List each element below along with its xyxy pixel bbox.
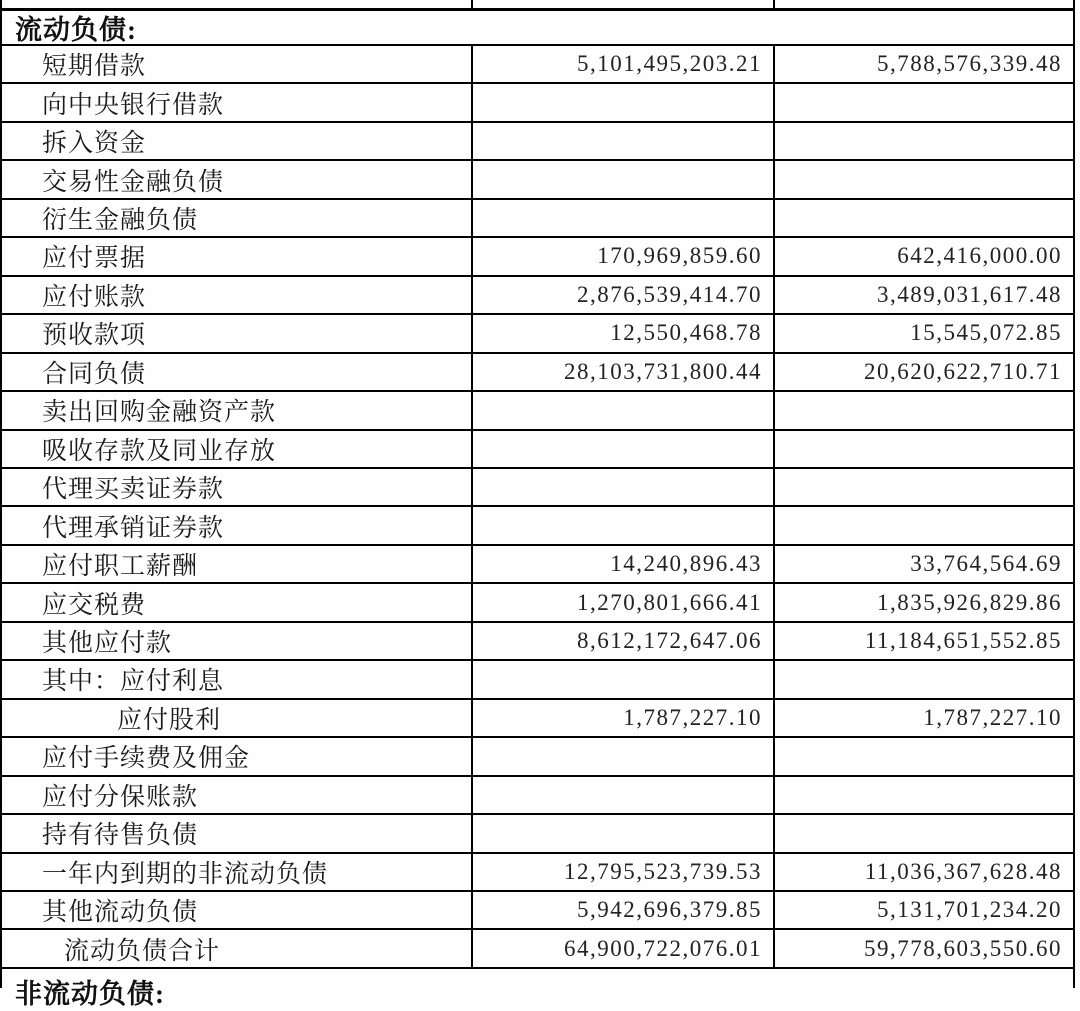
table-row bbox=[2, 277, 1073, 315]
row-item-label: 应交税费 bbox=[2, 584, 473, 620]
row-item-label: 应付职工薪酬 bbox=[2, 546, 473, 582]
row-ending-balance: 170,969,859.60 bbox=[473, 238, 775, 274]
row-beginning-balance: 1,787,227.10 bbox=[923, 704, 1062, 730]
row-item-label: 一年内到期的非流动负债 bbox=[2, 854, 473, 890]
row-ending-balance: 64,900,722,076.01 bbox=[473, 930, 775, 966]
row-beginning-balance bbox=[775, 738, 1073, 774]
section-header-noncurrent-liabilities: 非流动负债: bbox=[15, 978, 165, 1009]
row-beginning-balance: 15,545,072.85 bbox=[910, 320, 1062, 346]
row-beginning-balance bbox=[775, 815, 1073, 851]
table-row bbox=[2, 661, 1073, 699]
row-item-label: 卖出回购金融资产款 bbox=[2, 392, 473, 428]
row-beginning-balance bbox=[775, 392, 1073, 428]
table-row bbox=[2, 623, 1073, 661]
row-ending-balance bbox=[473, 507, 775, 543]
row-item-label: 交易性金融负债 bbox=[2, 161, 473, 197]
row-ending-balance: 5,942,696,379.85 bbox=[473, 892, 775, 928]
row-ending-balance: 1,270,801,666.41 bbox=[473, 584, 775, 620]
table-row bbox=[2, 892, 1073, 930]
row-beginning-balance bbox=[775, 161, 1073, 197]
table-row bbox=[2, 738, 1073, 776]
row-ending-balance bbox=[473, 392, 775, 428]
table-row bbox=[2, 200, 1073, 238]
row-ending-balance bbox=[473, 84, 775, 120]
table-row bbox=[2, 354, 1073, 392]
row-item-label: 应付票据 bbox=[2, 238, 473, 274]
row-ending-balance bbox=[473, 123, 775, 159]
clipped-header-item-cell bbox=[2, 0, 473, 8]
row-ending-balance bbox=[473, 738, 775, 774]
row-ending-balance bbox=[473, 431, 775, 467]
row-beginning-balance: 3,489,031,617.48 bbox=[877, 281, 1062, 307]
row-item-label: 其中：应付利息 bbox=[2, 661, 473, 697]
table-row bbox=[2, 469, 1073, 507]
table-row bbox=[2, 777, 1073, 815]
row-item-label: 向中央银行借款 bbox=[2, 84, 473, 120]
row-ending-balance: 12,795,523,739.53 bbox=[473, 854, 775, 890]
row-beginning-balance bbox=[775, 123, 1073, 159]
row-item-label: 其他流动负债 bbox=[2, 892, 473, 928]
row-ending-balance bbox=[473, 469, 775, 505]
table-row bbox=[2, 315, 1073, 353]
table-row bbox=[2, 700, 1073, 738]
row-beginning-balance: 5,131,701,234.20 bbox=[877, 897, 1062, 923]
table-row bbox=[2, 930, 1073, 968]
table-row bbox=[2, 161, 1073, 199]
row-ending-balance: 1,787,227.10 bbox=[473, 700, 775, 736]
row-beginning-balance bbox=[775, 777, 1073, 813]
row-item-label: 应付股利 bbox=[2, 700, 473, 736]
row-item-label: 预收款项 bbox=[2, 315, 473, 351]
clipped-header-row bbox=[2, 0, 1073, 11]
row-item-label: 应付分保账款 bbox=[2, 777, 473, 813]
row-beginning-balance bbox=[775, 84, 1073, 120]
row-beginning-balance bbox=[775, 507, 1073, 543]
row-item-label: 吸收存款及同业存放 bbox=[2, 431, 473, 467]
row-ending-balance bbox=[473, 661, 775, 697]
row-ending-balance bbox=[473, 200, 775, 236]
row-beginning-balance: 20,620,622,710.71 bbox=[864, 358, 1062, 384]
row-ending-balance: 14,240,896.43 bbox=[473, 546, 775, 582]
table-row bbox=[2, 46, 1073, 84]
row-item-label: 其他应付款 bbox=[2, 623, 473, 659]
clipped-header-ending-cell bbox=[473, 0, 775, 8]
row-item-label: 应付账款 bbox=[2, 277, 473, 313]
table-row bbox=[2, 815, 1073, 853]
table-row bbox=[2, 392, 1073, 430]
row-beginning-balance bbox=[775, 200, 1073, 236]
row-item-label: 拆入资金 bbox=[2, 123, 473, 159]
row-beginning-balance: 11,036,367,628.48 bbox=[864, 858, 1062, 884]
section-header-current-liabilities: 流动负债: bbox=[2, 11, 1073, 46]
row-beginning-balance bbox=[775, 661, 1073, 697]
table-row bbox=[2, 854, 1073, 892]
row-ending-balance: 28,103,731,800.44 bbox=[473, 354, 775, 390]
row-item-label: 代理买卖证券款 bbox=[2, 469, 473, 505]
row-beginning-balance: 5,788,576,339.48 bbox=[877, 51, 1062, 77]
table-row bbox=[2, 507, 1073, 545]
row-beginning-balance: 1,835,926,829.86 bbox=[877, 589, 1062, 615]
row-item-label: 流动负债合计 bbox=[2, 930, 473, 966]
row-item-label: 合同负债 bbox=[2, 354, 473, 390]
row-item-label: 持有待售负债 bbox=[2, 815, 473, 851]
table-row bbox=[2, 584, 1073, 622]
table-row bbox=[2, 431, 1073, 469]
row-beginning-balance: 33,764,564.69 bbox=[910, 551, 1062, 577]
row-ending-balance: 2,876,539,414.70 bbox=[473, 277, 775, 313]
row-beginning-balance bbox=[775, 431, 1073, 467]
row-beginning-balance bbox=[775, 469, 1073, 505]
row-item-label: 衍生金融负债 bbox=[2, 200, 473, 236]
row-beginning-balance: 642,416,000.00 bbox=[897, 243, 1062, 269]
clipped-header-beginning-cell bbox=[775, 0, 1073, 8]
row-beginning-balance: 59,778,603,550.60 bbox=[864, 935, 1062, 961]
row-ending-balance bbox=[473, 161, 775, 197]
row-item-label: 应付手续费及佣金 bbox=[2, 738, 473, 774]
row-ending-balance bbox=[473, 815, 775, 851]
row-ending-balance: 8,612,172,647.06 bbox=[473, 623, 775, 659]
table-row bbox=[2, 238, 1073, 276]
row-item-label: 短期借款 bbox=[2, 46, 473, 82]
table-row bbox=[2, 546, 1073, 584]
row-item-label: 代理承销证券款 bbox=[2, 507, 473, 543]
row-ending-balance bbox=[473, 777, 775, 813]
row-ending-balance: 12,550,468.78 bbox=[473, 315, 775, 351]
table-row bbox=[2, 84, 1073, 122]
row-beginning-balance: 11,184,651,552.85 bbox=[864, 628, 1062, 654]
table-row bbox=[2, 123, 1073, 161]
row-ending-balance: 5,101,495,203.21 bbox=[473, 46, 775, 82]
